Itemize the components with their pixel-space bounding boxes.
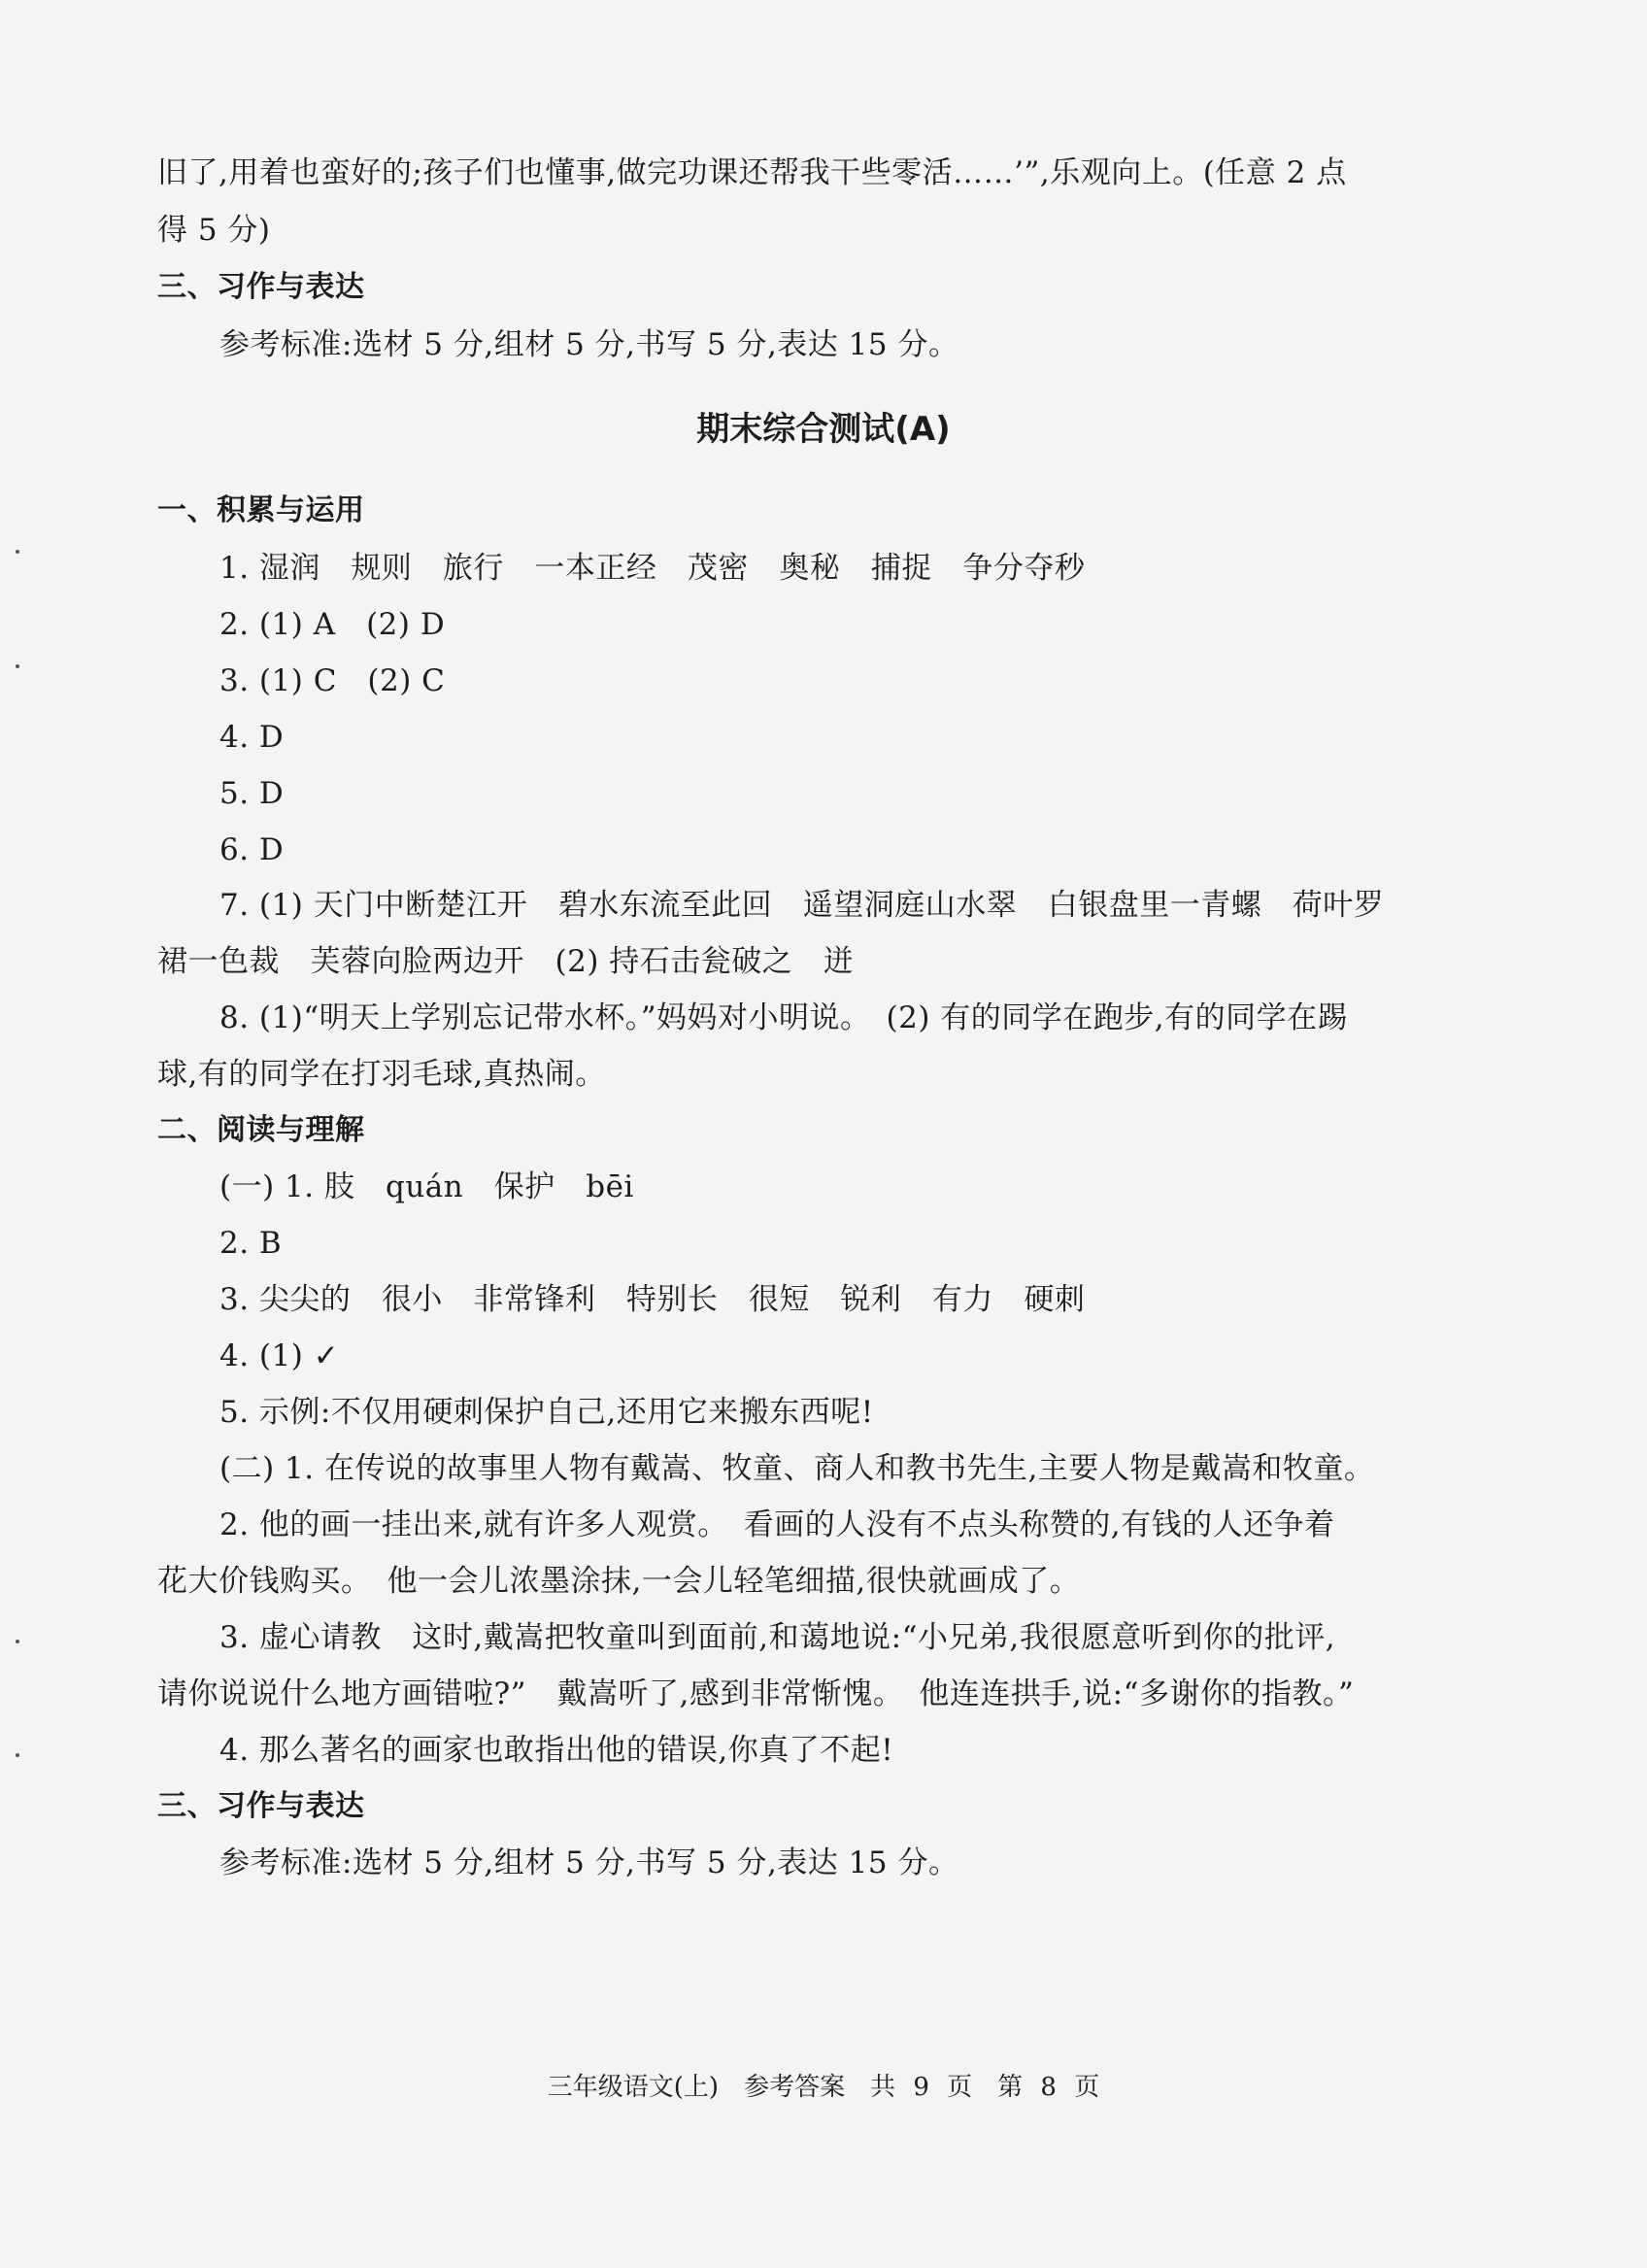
- answer-1-8-line-2: 球,有的同学在打羽毛球,真热闹。: [157, 1057, 606, 1092]
- answer-1-1: 1. 湿润 规则 旅行 一本正经 茂密 奥秘 捕捉 争分夺秒: [219, 551, 1086, 586]
- section-heading-reading: 二、阅读与理解: [157, 1113, 365, 1147]
- margin-mark: [16, 664, 19, 668]
- answer-2-1-5: 5. 示例:不仅用硬刺保护自己,还用它来搬东西呢!: [219, 1395, 874, 1430]
- section-heading-writing: 三、习作与表达: [157, 1789, 365, 1823]
- answer-2-2-4: 4. 那么著名的画家也敢指出他的错误,你真了不起!: [219, 1733, 894, 1768]
- answer-1-5: 5. D: [219, 776, 285, 811]
- answer-1-2: 2. (1) A (2) D: [219, 607, 446, 642]
- answer-2-2-3-line-1: 3. 虚心请教 这时,戴嵩把牧童叫到面前,和蔼地说:“小兄弟,我很愿意听到你的批评,: [219, 1620, 1336, 1655]
- answer-1-8-line-1: 8. (1)“明天上学别忘记带水杯。”妈妈对小明说。 (2) 有的同学在跑步,有的同学在踢: [219, 1000, 1349, 1035]
- page-footer: 三年级语文(上) 参考答案 共 9 页 第 8 页: [547, 2073, 1100, 2102]
- writing-criteria: 参考标准:选材 5 分,组材 5 分,书写 5 分,表达 15 分。: [219, 1845, 959, 1880]
- margin-mark: [16, 1640, 19, 1643]
- section-heading-writing-prev: 三、习作与表达: [157, 270, 365, 304]
- answer-2-2-3-line-2: 请你说说什么地方画错啦?” 戴嵩听了,感到非常惭愧。 他连连拱手,说:“多谢你的指教。”: [157, 1676, 1355, 1711]
- continued-line-2: 得 5 分): [157, 213, 271, 248]
- answer-2-2-2-line-1: 2. 他的画一挂出来,就有许多人观赏。 看画的人没有不点头称赞的,有钱的人还争着: [219, 1507, 1335, 1542]
- answer-2-1-1: (一) 1. 肢 quán 保护 bēi: [219, 1169, 634, 1204]
- answer-1-4: 4. D: [219, 720, 285, 755]
- continued-line-1: 旧了,用着也蛮好的;孩子们也懂事,做完功课还帮我干些零活……’”,乐观向上。(任意 2 点: [157, 155, 1347, 190]
- section-heading-accumulation: 一、积累与运用: [157, 493, 365, 527]
- writing-criteria-prev: 参考标准:选材 5 分,组材 5 分,书写 5 分,表达 15 分。: [219, 327, 959, 362]
- answer-1-7-line-1: 7. (1) 天门中断楚江开 碧水东流至此回 遥望洞庭山水翠 白银盘里一青螺 荷叶罗: [219, 888, 1385, 923]
- answer-1-3: 3. (1) C (2) C: [219, 663, 446, 698]
- answer-2-2-1: (二) 1. 在传说的故事里人物有戴嵩、牧童、商人和教书先生,主要人物是戴嵩和牧童。: [219, 1451, 1375, 1486]
- answer-1-7-line-2: 裙一色裁 芙蓉向脸两边开 (2) 持石击瓮破之 迸: [157, 944, 855, 979]
- answer-2-2-2-line-2: 花大价钱购买。 他一会儿浓墨涂抹,一会儿轻笔细描,很快就画成了。: [157, 1564, 1081, 1599]
- answer-2-1-2: 2. B: [219, 1226, 283, 1261]
- margin-mark: [16, 1753, 19, 1757]
- test-title: 期末综合测试(A): [696, 410, 951, 449]
- margin-mark: [16, 550, 19, 554]
- answer-2-1-4: 4. (1) ✓: [219, 1338, 340, 1373]
- answer-2-1-3: 3. 尖尖的 很小 非常锋利 特别长 很短 锐利 有力 硬刺: [219, 1282, 1086, 1317]
- answer-1-6: 6. D: [219, 832, 285, 867]
